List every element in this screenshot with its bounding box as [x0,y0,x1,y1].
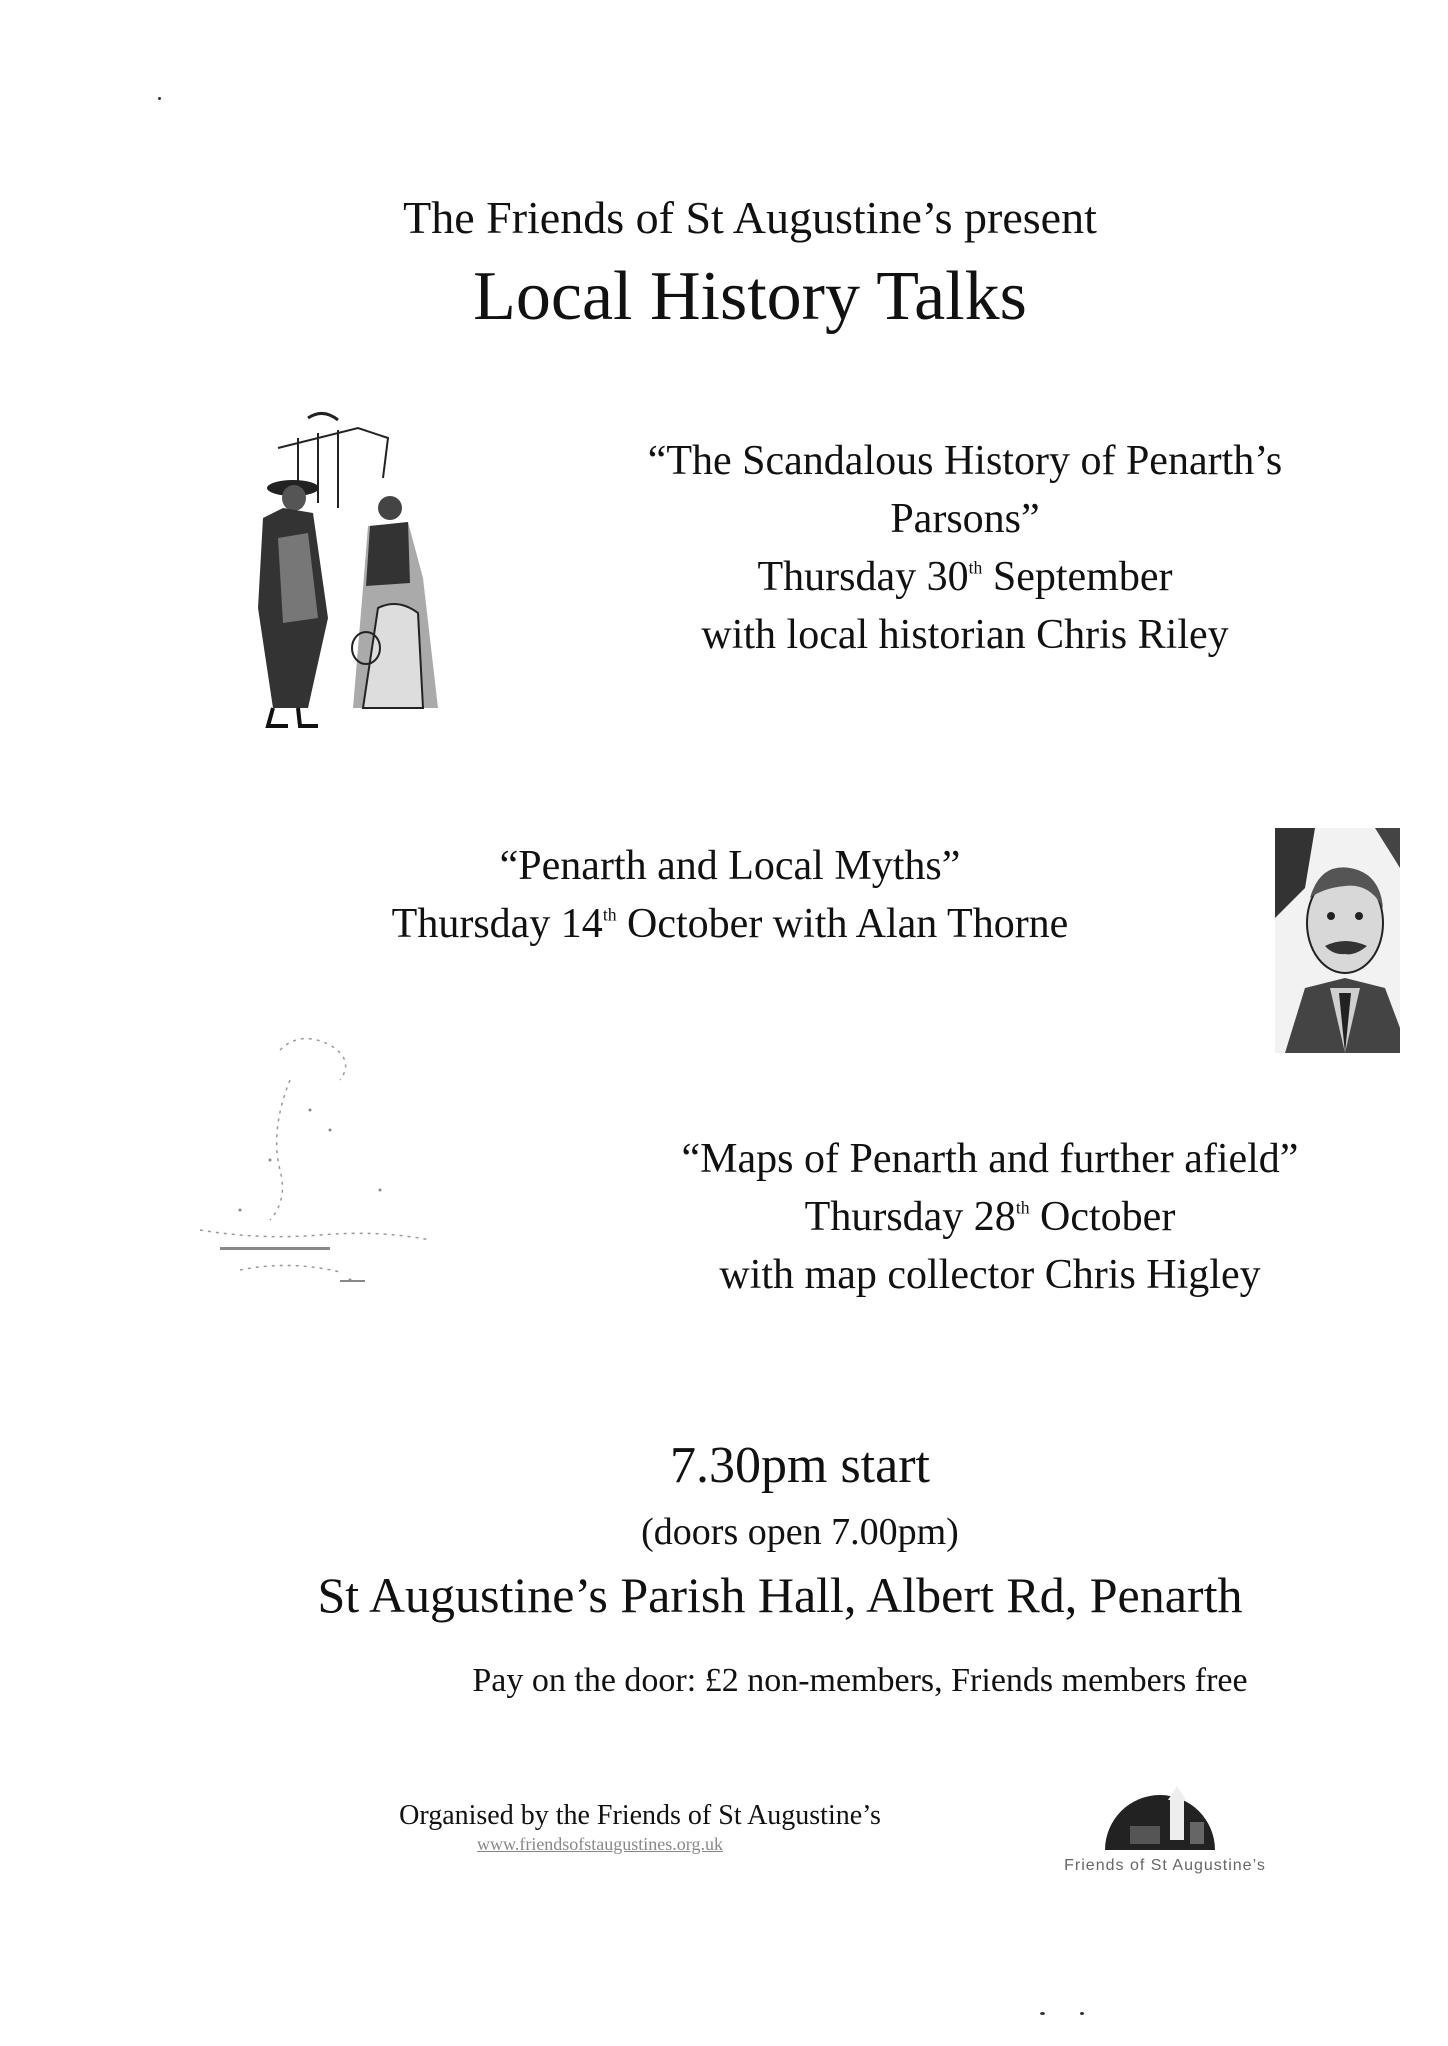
talk-1-date-text: Thursday 30 [757,554,969,600]
talk-2-date [300,903,1160,945]
website-link[interactable]: www.friendsofstaugustines.org.uk [477,1834,723,1854]
talk-1 [540,440,1390,672]
doors-open-time: (doors open 7.00pm) [641,1511,959,1553]
talk-3-date-month: October [1029,1194,1176,1240]
talk-2-date-text: Thursday 14 [391,901,603,947]
talk-2-title: “Penarth and Local Myths” [499,843,961,889]
talk-1-title-line-2: Parsons” [890,496,1040,542]
venue: St Augustine’s Parish Hall, Albert Rd, Penarth [317,1567,1243,1623]
talk-3 [560,1138,1420,1312]
talk-3-date [560,1196,1420,1238]
talk-2-date-suffix: th [602,904,617,925]
scan-speck [1040,2012,1045,2015]
page-title: Local History Talks [473,258,1027,335]
talk-3-speaker: with map collector Chris Higley [719,1252,1261,1298]
talk-2 [300,845,1160,961]
talk-1-title-line-1: “The Scandalous History of Penarth’s [647,438,1283,484]
logo-label: Friends of St Augustine’s [1064,1857,1266,1874]
speaker-portrait-photo-icon [1275,828,1400,1053]
scan-speck [1080,2012,1084,2015]
talk-1-speaker: with local historian Chris Riley [701,612,1229,658]
talk-3-date-suffix: th [1015,1197,1030,1218]
start-time: 7.30pm start [670,1437,930,1494]
talk-2-date-month: October with Alan Thorne [616,901,1069,947]
scan-speck [158,97,161,100]
talk-1-date-suffix: th [968,557,983,578]
talk-1-date-month: September [982,554,1173,600]
talk-1-date [540,556,1390,598]
faint-map-fragment-icon [180,1010,450,1320]
church-silhouette-logo-icon [1030,1778,1300,1898]
talk-3-title: “Maps of Penarth and further afield” [681,1136,1299,1182]
admission-price: Pay on the door: £2 non-members, Friends members free [472,1662,1248,1699]
clergyman-and-woman-sketch-icon [238,408,468,728]
talk-3-date-text: Thursday 28 [804,1194,1016,1240]
organiser-note: Organised by the Friends of St Augustine’s [399,1800,881,1831]
intro-line: The Friends of St Augustine’s present [403,192,1097,243]
